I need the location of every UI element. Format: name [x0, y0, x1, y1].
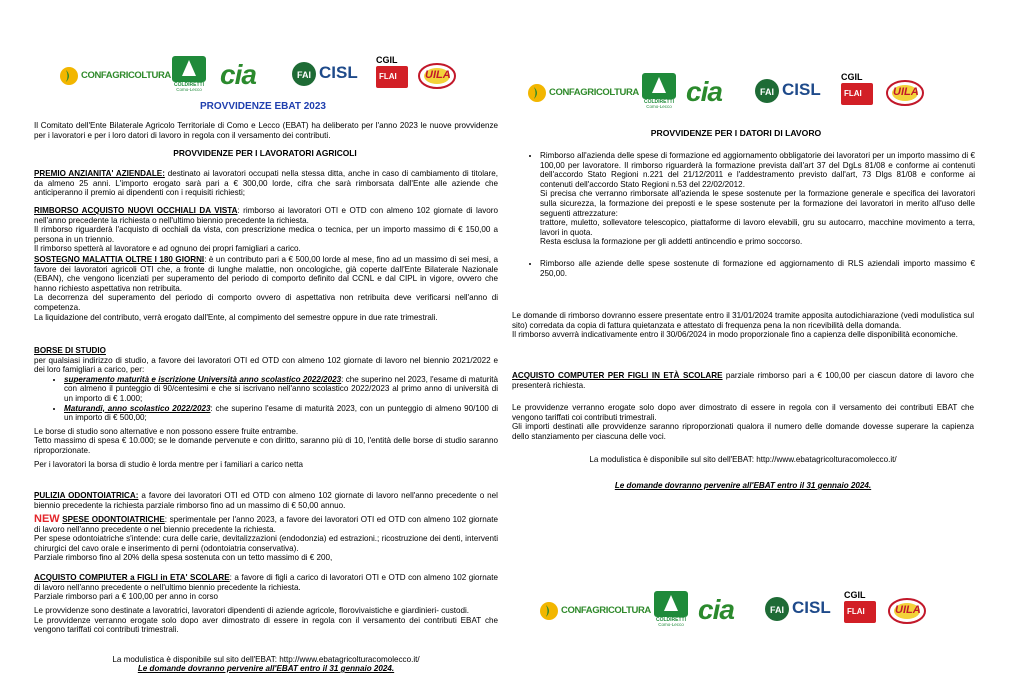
borse-note-3: Per i lavoratori la borsa di studio è lorda mentre per i familiari a carico netta	[34, 459, 304, 469]
section-destinate	[34, 606, 498, 635]
flai-text: FLAI	[379, 72, 397, 81]
borse-note-1: Le borse di studio sono alternative e non possono essere fruite entrambe.	[34, 426, 299, 436]
erogate-right-text: Le provvidenze verranno erogate solo dopo aver dimostrato di essere in regola con il versamento dei contributi EBAT che vengono tariffati coi contributi trimestrali.	[512, 403, 974, 422]
malattia-text-3: La liquidazione del contributo, verrà erogato dall'Ente, al compimento del semestre oppure in due rate trimestrali.	[34, 312, 438, 322]
confagricoltura-icon	[58, 65, 80, 87]
borse-b2-label: Maturandi, anno scolastico 2022/2023	[64, 403, 211, 413]
scadenza-left	[34, 664, 498, 674]
section-erogate-right	[512, 403, 974, 441]
right-page-title: PROVVIDENZE PER I DATORI DI LAVORO	[650, 128, 822, 138]
left-page-title: PROVVIDENZE EBAT 2023	[200, 101, 326, 112]
coldiretti-text: COLDIRETTI	[174, 82, 204, 88]
rimborso-text: Il rimborso avverrà indicativamente entro il 30/06/2024 in modo proporzionale fino a capienza delle disponibilità economiche.	[512, 330, 958, 340]
computer-right-text: parziale rimborso pari a € 100,00 per ciascun datore di lavoro che presenterà richiesta.	[512, 371, 974, 390]
occhiali-text-2: Il rimborso riguarderà l'acquisto di occhiali da vista, con prescrizione medica o tecnica, per un importo massimo di € 150,00 a persona in un triennio.	[34, 225, 498, 244]
cia-logo	[220, 61, 268, 89]
datori-list	[513, 151, 975, 278]
datori-b2-text: • Rimborso alle aziende delle spese sostenute di formazione ed aggiornamento di RLS aziendali importo massimo € 250,00.	[540, 258, 975, 278]
cgil-text: CGIL	[376, 55, 398, 65]
confagricoltura-icon	[538, 600, 560, 622]
datori-b1-sub-2: trattore, muletto, sollevatore telescopico, piattaforme di lavoro elevabili, gru su autocarro, macchine movimento a terra, lavori in quota.	[540, 218, 975, 237]
coldiretti-subtext: Como-Lecco	[646, 104, 672, 109]
borse-item-maturita	[64, 375, 498, 404]
borse-b1-text: : che superino nel 2023, l'esame di maturità con almeno il punteggio di 90/centesimi e che si iscrivano nell'anno scolastico 2022/2023 al primo anno di università di un importo di € 1.000;	[64, 374, 498, 403]
coldiretti-icon	[168, 55, 210, 83]
cgil-flai-logo	[844, 590, 878, 626]
scadenza-left-text: Le domande dovranno pervenire all'EBAT entro il 31 gennaio 2024.	[137, 664, 395, 673]
confagricoltura-icon	[526, 82, 548, 104]
right-bullets	[513, 151, 975, 278]
left-subtitle: PROVVIDENZE PER I LAVORATORI AGRICOLI	[173, 148, 357, 158]
cia-text: cia	[686, 76, 722, 107]
coldiretti-icon	[650, 590, 692, 618]
coldiretti-subtext: Como-Lecco	[176, 87, 202, 92]
scadenza-right-text: Le domande dovranno pervenire all'EBAT entro il 31 gennaio 2024.	[614, 481, 872, 490]
section-spese-odontoiatriche	[34, 515, 498, 563]
modulistica-right: La modulistica è disponibile sul sito dell'EBAT: http://www.ebatagricolturacomolecco.it/	[589, 455, 897, 464]
coldiretti-subtext: Como-Lecco	[658, 622, 684, 627]
fai-icon	[764, 596, 790, 622]
premio-label: PREMIO ANZIANITA' AZIENDALE:	[34, 169, 165, 178]
borse-list	[34, 375, 498, 423]
coldiretti-icon	[638, 72, 680, 100]
fai-icon	[754, 78, 780, 104]
new-badge: NEW	[34, 513, 60, 525]
left-intro: Il Comitato dell'Ente Bilaterale Agricolo Territoriale di Como e Lecco (EBAT) ha deliberato per l'anno 2023 le nuove provvidenze per i lavoratori e per i loro datori di lavoro in regola con il versamento dei contributi.	[34, 121, 498, 140]
spese-label: SPESE ODONTOIATRICHE	[62, 515, 165, 524]
cisl-text: CISL	[792, 598, 831, 617]
pulizia-text: a favore dei lavoratori OTI ed OTD con almeno 102 giornate di lavoro nell'anno precedente o nel biennio precedente la richiesta parziale rimborso fino ad un massimo di € 50,00 annuo.	[34, 491, 498, 510]
section-premio	[34, 169, 498, 198]
cia-logo	[698, 596, 746, 624]
cisl-text: CISL	[782, 80, 821, 99]
cgil-text: CGIL	[841, 72, 863, 82]
uila-text: UILA	[425, 69, 451, 81]
section-domande-right	[512, 311, 974, 340]
coldiretti-logo	[168, 55, 210, 93]
computer-left-text-2: Parziale rimborso pari a € 100,00 per anno in corso	[34, 592, 219, 602]
borse-item-maturandi	[64, 404, 498, 423]
logo-strip-top-right	[526, 72, 926, 112]
logo-strip-bottom-right	[538, 590, 938, 630]
computer-right-label: ACQUISTO COMPUTER PER FIGLI IN ETÀ SCOLARE	[512, 371, 723, 380]
confagricoltura-logo	[58, 65, 171, 87]
borse-b1-label: superamento maturità e iscrizione Università anno scolastico 2022/2023	[64, 374, 342, 384]
logo-strip-top-left	[58, 55, 451, 95]
fai-cisl-logo	[754, 78, 826, 106]
datori-b1-sub: Si precisa che verranno rimborsate all'azienda le spese sostenute per la formazione generale e specifica dei lavoratori sulla sicurezza, la formazione dei preposti e le spese sostenute per la formazione dei lavoratori in merito all'uso delle seguenti attrezzature:	[540, 189, 975, 218]
computer-left-label: ACQUISTO COMPIUTER a FIGLI in ETA' SCOLARE	[34, 573, 230, 582]
confagricoltura-logo	[526, 82, 639, 104]
uila-logo	[886, 80, 924, 106]
spese-text-2: Per spese odontoiatriche s'intende: cura delle carie, devitalizzazioni (endodonzia) ed estrazioni.; ricostruzione dei denti, interventi chirurgici del cavo orale e inserimento di perni (odontoiatria conservativa).	[34, 534, 498, 553]
modulistica-left: La modulistica è disponibile sul sito dell'EBAT: http://www.ebatagricolturacomolecco.it/	[112, 655, 420, 664]
borse-text: per qualsiasi indirizzo di studio, a favore dei lavoratori OTI ed OTD con almeno 102 giornate di lavoro nel biennio 2021/2022 e dei loro famigliari a carico, per:	[34, 355, 498, 375]
borse-b2-text: : che superino l'esame di maturità 2023, con un punteggio di almeno 90/100 di un importo di € 500,00;	[64, 403, 498, 423]
confagricoltura-text: CONFAGRICOLTURA	[549, 87, 639, 98]
section-malattia	[34, 255, 498, 322]
section-occhiali	[34, 206, 498, 254]
fai-icon	[291, 61, 317, 87]
cia-logo	[686, 78, 734, 106]
cia-text: cia	[220, 59, 256, 90]
section-pulizia	[34, 491, 498, 510]
svg-text:FAI: FAI	[769, 605, 785, 615]
occhiali-text: : rimborso ai lavoratori OTI e OTD con almeno 102 giornate di lavoro nell'anno precedente la richiesta o nell'ultimo biennio precedente la richiesta.	[34, 206, 498, 225]
domande-text: Le domande di rimborso dovranno essere presentate entro il 31/01/2024 tramite apposita autodichiarazione (vedi modulistica sul sito) corredata da copia di fattura quietanzata e attestato di frequenza pena la non ricevibilità della domanda.	[512, 311, 974, 330]
flai-text: FLAI	[847, 607, 865, 616]
pulizia-label: PULIZIA ODONTOIATRICA:	[34, 491, 139, 500]
cia-text: cia	[698, 594, 734, 625]
datori-item-formazione	[540, 151, 975, 247]
spese-text: : sperimentale per l'anno 2023, a favore dei lavoratori OTI ed OTD con almeno 102 giornate di lavoro nell'anno precedente o nel biennio precedente la richiesta.	[34, 515, 498, 534]
importi-text: Gli importi destinati alle provvidenze saranno riproporzionati qualora il numero delle domande dovesse superare la capienza dello stanziamento per ciascuna delle voci.	[512, 422, 974, 441]
malattia-label: SOSTEGNO MALATTIA OLTRE I 180 GIORNI	[34, 255, 205, 264]
fai-cisl-logo	[764, 596, 836, 624]
section-computer-left	[34, 573, 498, 602]
destinate-text: Le provvidenze sono destinate a lavoratrici, lavoratori dipendenti di aziende agricole, florovivaistiche e giardinieri- custodi.	[34, 606, 470, 615]
cisl-text: CISL	[319, 63, 358, 82]
section-borse	[34, 346, 498, 469]
uila-text: UILA	[893, 86, 919, 98]
datori-b1-text: • Rimborso all'azienda delle spese di formazione ed aggiornamento obbligatorie dei lavoratori per un importo massimo di € 100,00 per lavoratore. Il rimborso riguarderà la formazione prevista dall'art 37 del DgLs 81/08 e conforme ai contenuti dell'accordo Stato Regioni n.221 del 21/12/2011 e l'addestramento previsto dall'art, 73 Dlgs 81/08 e conforme ai contenuti dell'accordo Stato Regioni n.53 del 22/02/2012.	[540, 151, 975, 189]
occhiali-label: RIMBORSO ACQUISTO NUOVI OCCHIALI DA VISTA	[34, 206, 238, 215]
cgil-flai-logo	[841, 72, 875, 108]
coldiretti-text: COLDIRETTI	[644, 99, 674, 105]
occhiali-text-3: Il rimborso spetterà al lavoratore e ad ognuno dei propri famigliari a carico.	[34, 244, 301, 254]
malattia-text: : è un contributo pari a € 500,00 lorde al mese, fino ad un massimo di sei mesi, a favore dei lavoratori agricoli OTI che, a fronte di lunghe malattie, non oncologiche, già coperte dall'Ente Bilaterale Nazionale (EBAN), che vengono licenziati per superamento del periodo di comporto definito dal CCNL e dal CIPL in vigore, ovvero che hanno richiesto aspettativa non retribuita.	[34, 255, 498, 293]
coldiretti-logo	[650, 590, 692, 628]
borse-label: BORSE DI STUDIO	[34, 346, 106, 355]
cgil-flai-logo	[376, 55, 410, 91]
uila-logo	[888, 598, 926, 624]
computer-left-text: : a favore di figli a carico di lavoratori OTI e OTD con almeno 102 giornate di lavoro nell'anno precedente o nell'ultimo biennio precedente la richiesta.	[34, 573, 498, 592]
erogate-left-text: Le provvidenze verranno erogate solo dopo aver dimostrato di essere in regola con il versamento dei contributi EBAT che vengono tariffati coi contributi trimestrali.	[34, 615, 498, 635]
flai-text: FLAI	[844, 89, 862, 98]
coldiretti-text: COLDIRETTI	[656, 617, 686, 623]
datori-b1-sub-3: Resta esclusa la formazione per gli addetti antincendio e primo soccorso.	[540, 237, 803, 247]
uila-text: UILA	[895, 604, 921, 616]
scadenza-right	[512, 481, 974, 491]
confagricoltura-logo	[538, 600, 651, 622]
section-computer-right	[512, 371, 974, 390]
confagricoltura-text: CONFAGRICOLTURA	[561, 605, 651, 616]
svg-text:FAI: FAI	[296, 70, 312, 80]
borse-note-2: Tetto massimo di spesa € 10.000; se le domande pervenute e con diritto, saranno più di 10, l'entità delle borse di studio saranno riproporzionate.	[34, 436, 498, 455]
uila-logo	[418, 63, 456, 89]
confagricoltura-text: CONFAGRICOLTURA	[81, 70, 171, 81]
fai-cisl-logo	[291, 61, 363, 89]
datori-item-rls	[540, 259, 975, 278]
malattia-text-2: La decorrenza del superamento del periodo di comporto ovvero di aspettativa non retribuita deve verificarsi nell'anno di competenza.	[34, 293, 498, 312]
coldiretti-logo	[638, 72, 680, 110]
cgil-text: CGIL	[844, 590, 866, 600]
spese-text-3: Parziale rimborso fino al 20% della spesa sostenuta con un tetto massimo di € 200,	[34, 553, 333, 563]
premio-text: destinato ai lavoratori occupati nella stessa ditta, anche in caso di cambiamento di titolare, da almeno 25 anni. L'importo erogato sarà pari a € 300,00 lorde, cifra che sarà rimborsata dall'Ente alle aziende che anticiperanno il premio ai dipendenti con i requisiti richiesti;	[34, 169, 498, 198]
svg-text:FAI: FAI	[759, 87, 775, 97]
